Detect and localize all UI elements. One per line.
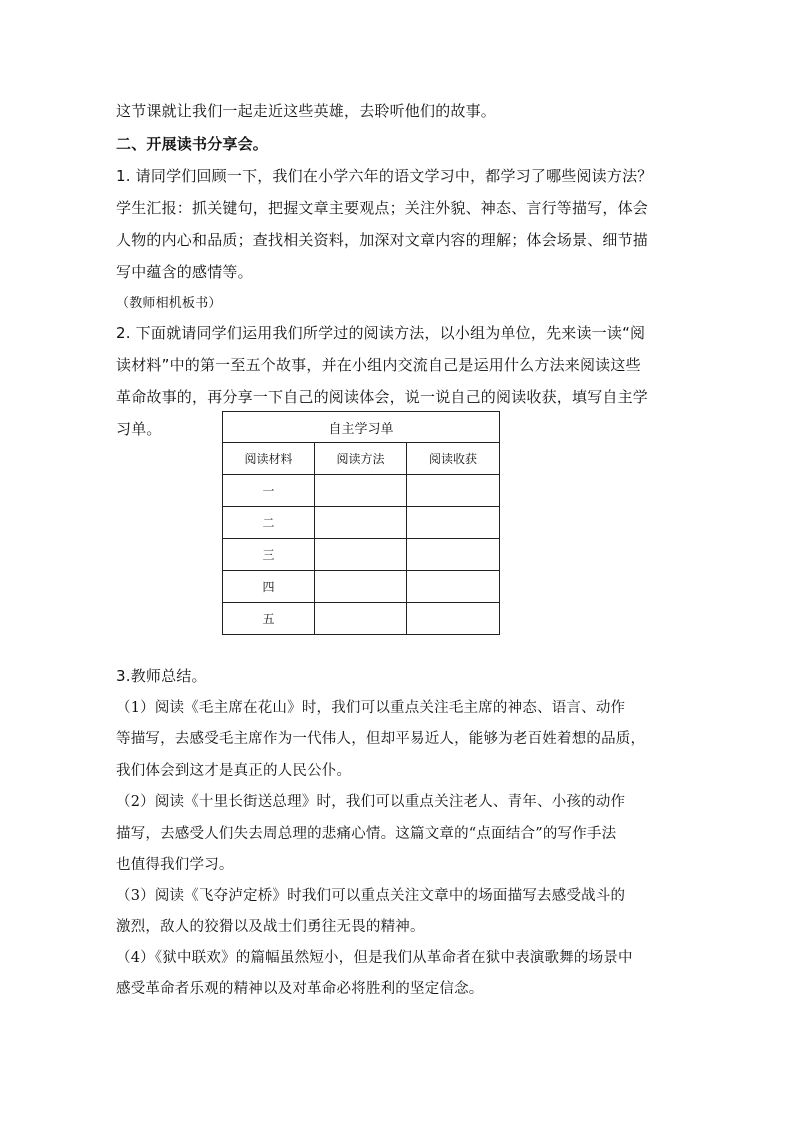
paragraph: 人物的内心和品质；查找相关资料，加深对文章内容的理解；体会场景、细节描 <box>116 231 649 249</box>
paragraph: 2. 下面就请同学们运用我们所学过的阅读方法，以小组为单位，先来读一读“阅 <box>116 324 646 342</box>
paragraph: 习单。 <box>116 420 162 438</box>
table-cell: 四 <box>223 571 315 603</box>
table-cell: 一 <box>223 475 315 507</box>
summary-line: 也值得我们学习。 <box>116 857 234 873</box>
summary-line: 等描写，去感受毛主席作为一代伟人，但却平易近人，能够为老百姓着想的品质， <box>116 731 646 747</box>
table-row <box>223 475 500 507</box>
table-cell-empty <box>315 603 407 635</box>
table-title: 自主学习单 <box>223 412 500 443</box>
paragraph: 1. 请同学们回顾一下，我们在小学六年的语文学习中，都学习了哪些阅读方法？ <box>116 167 653 185</box>
summary-line: 我们体会到这才是真正的人民公仆。 <box>116 763 352 779</box>
table-header: 阅读材料 <box>223 443 315 475</box>
paragraph: 学生汇报：抓关键句，把握文章主要观点；关注外貌、神态、言行等描写，体会 <box>116 199 649 217</box>
table-cell-empty <box>407 571 500 603</box>
table-cell-empty <box>315 539 407 571</box>
table-cell-empty <box>407 475 500 507</box>
summary-line: 感受革命者乐观的精神以及对革命必将胜利的坚定信念。 <box>116 981 484 997</box>
summary-line: 描写，去感受人们失去周总理的悲痛心情。这篇文章的“点面结合”的写作手法 <box>116 826 617 842</box>
table-cell: 二 <box>223 507 315 539</box>
section-heading: 二、开展读书分享会。 <box>116 135 269 153</box>
table-row <box>223 603 500 635</box>
table-cell-empty <box>407 603 500 635</box>
table-cell: 五 <box>223 603 315 635</box>
summary-line: （1）阅读《毛主席在花山》时，我们可以重点关注毛主席的神态、语言、动作 <box>116 700 626 716</box>
study-sheet-table <box>222 411 500 635</box>
table-row <box>223 507 500 539</box>
table-header: 阅读方法 <box>315 443 407 475</box>
summary-line: （4）《狱中联欢》的篇幅虽然短小，但是我们从革命者在狱中表演歌舞的场景中 <box>116 950 633 966</box>
summary-line: （3）阅读《飞夺泸定桥》时我们可以重点关注文章中的场面描写去感受战斗的 <box>116 888 626 904</box>
summary-heading: 3.教师总结。 <box>116 667 207 685</box>
table-cell-empty <box>315 475 407 507</box>
table-cell: 三 <box>223 539 315 571</box>
table-row <box>223 539 500 571</box>
table-cell-empty <box>407 507 500 539</box>
table-row <box>223 571 500 603</box>
table-header: 阅读收获 <box>407 443 500 475</box>
paragraph: 这节课就让我们一起走近这些英雄，去聆听他们的故事。 <box>116 102 497 120</box>
paragraph: 读材料”中的第一至五个故事，并在小组内交流自己是运用什么方法来阅读这些 <box>116 356 641 374</box>
note: （教师相机板书） <box>116 296 222 311</box>
table-cell-empty <box>407 539 500 571</box>
paragraph: 革命故事的，再分享一下自己的阅读体会，说一说自己的阅读收获，填写自主学 <box>116 388 649 406</box>
table-cell-empty <box>315 571 407 603</box>
table-cell-empty <box>315 507 407 539</box>
summary-line: （2）阅读《十里长街送总理》时，我们可以重点关注老人、青年、小孩的动作 <box>116 794 626 810</box>
paragraph: 写中蕴含的感情等。 <box>116 263 253 281</box>
summary-line: 激烈，敌人的狡猾以及战士们勇往无畏的精神。 <box>116 919 425 935</box>
